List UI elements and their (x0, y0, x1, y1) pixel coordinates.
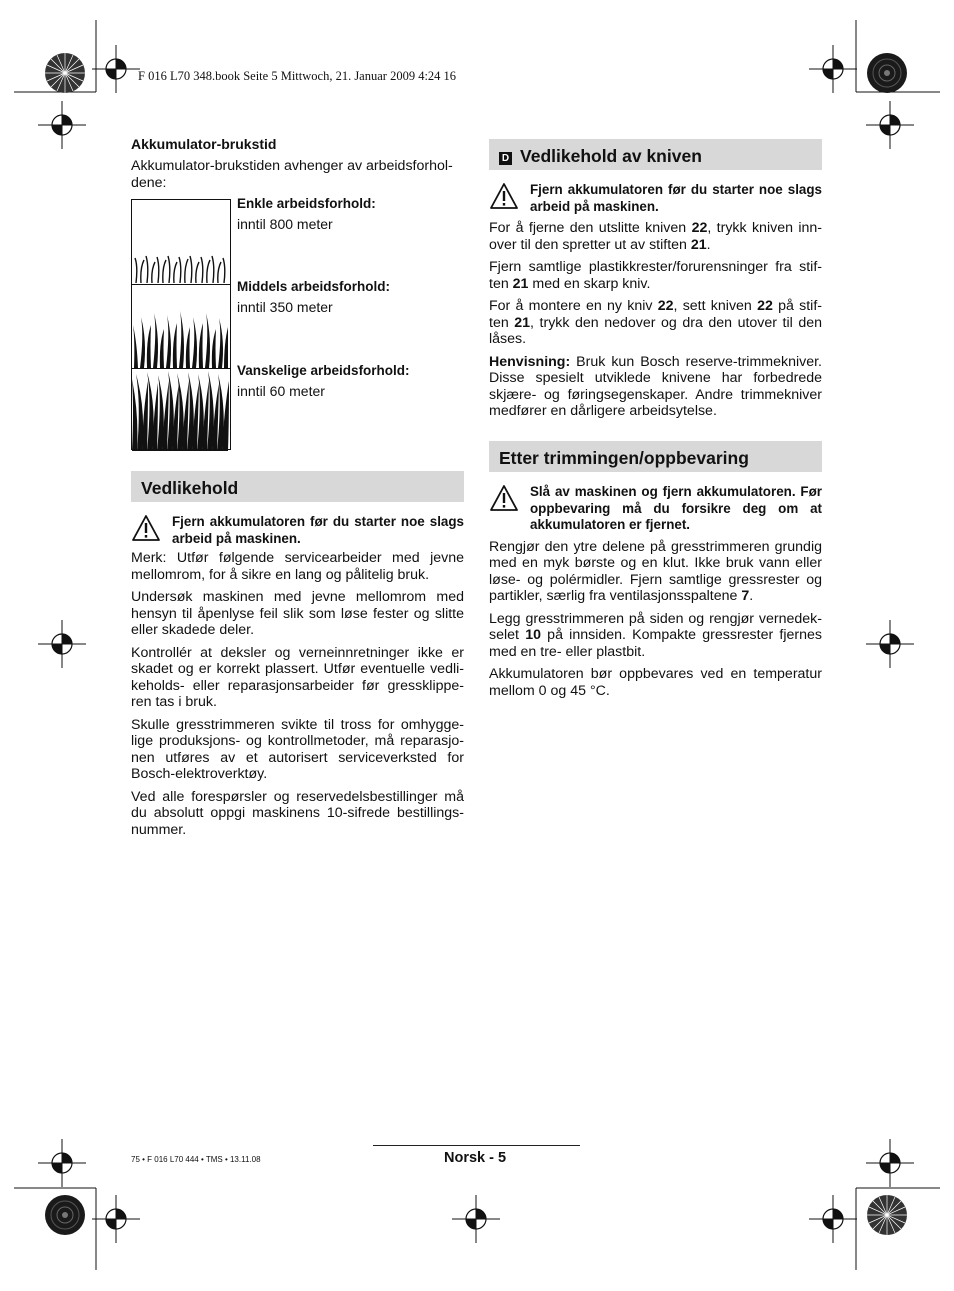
knife-heading (489, 139, 822, 170)
grass-medium-image (132, 284, 230, 369)
paragraph: Skulle gresstrimmeren svikte til tross for omhygge-lige produksjons- og kontrollmetoder, må reparasjo-nen utføres av et autorisert serviceverksted for Bosch-elektroverktøy. (131, 716, 464, 782)
warning-text: Slå av maskinen og fjern akkumulatoren. Før oppbevaring må du forsikre deg om at akkumulatoren er fjernet. (530, 484, 822, 532)
maintenance-heading-text: Vedlikehold (141, 478, 239, 498)
knife-body (489, 182, 822, 420)
storage-heading (489, 441, 822, 472)
paragraph: Undersøk maskinen med jevne mellomrom med hensyn til åpenlyse feil slik som løse fester og slitte eller skadede deler. (131, 589, 464, 638)
warning-triangle-icon (131, 514, 161, 542)
condition-value: inntil 60 meter (237, 383, 325, 399)
warning-triangle-icon (489, 182, 519, 210)
paragraph: For å montere en ny kniv 22, sett kniven 22 på stif-ten 21, trykk den nedover og dra den utover til den låses. (489, 298, 822, 347)
paragraph: Akkumulatoren bør oppbevares ved en temperatur mellom 0 og 45 °C. (489, 666, 822, 699)
footer-code: 75 • F 016 L70 444 • TMS • 13.11.08 (131, 1155, 261, 1164)
paragraph: Ved alle forespørsler og reservedelsbestillinger må du absolutt oppgi maskinens 10-sifrede bestillings-nummer. (131, 788, 464, 838)
grass-illustration (131, 199, 231, 450)
condition-easy (237, 196, 376, 232)
warning-text: Fjern akkumulatoren før du starter noe slags arbeid på maskinen. (172, 514, 464, 546)
knife-heading-text: Vedlikehold av kniven (520, 146, 702, 166)
maintenance-warning (131, 514, 464, 547)
condition-value: inntil 350 meter (237, 299, 333, 315)
grass-light-image (132, 200, 230, 284)
book-line: F 016 L70 348.book Seite 5 Mittwoch, 21. Januar 2009 4:24 16 (138, 69, 457, 83)
storage-warning (489, 484, 822, 534)
storage-heading-text: Etter trimmingen/oppbevaring (499, 448, 749, 468)
paragraph: Legg gresstrimmeren på siden og rengjør vernedek-selet 10 på innsiden. Kompakte gressrester fjernes med en tre- eller plastbit. (489, 610, 822, 660)
storage-body (489, 484, 822, 699)
section-badge: D (499, 152, 512, 165)
maintenance-body (131, 514, 464, 838)
battery-section (131, 136, 464, 191)
battery-title: Akkumulator-brukstid (131, 136, 277, 152)
paragraph: Fjern samtlige plastikkrester/forurensninger fra stif-ten 21 med en skarp kniv. (489, 259, 822, 292)
condition-medium (237, 279, 390, 315)
condition-value: inntil 800 meter (237, 216, 333, 232)
paragraph: Henvisning: Bruk kun Bosch reserve-trimmekniver. Disse spesielt utviklede knivene har forbedrede skjære- og føringsegenskaper. Andre trimmekniver medfører en dårligere arbeidsytelse. (489, 353, 822, 419)
condition-title: Vanskelige arbeidsforhold: (237, 363, 410, 378)
paragraph: For å fjerne den utslitte kniven 22, trykk kniven inn-over til den spretter ut av stiften 21. (489, 220, 823, 253)
condition-title: Middels arbeidsforhold: (237, 279, 391, 294)
paragraph: Merk: Utfør følgende servicearbeider med jevne mellomrom, for å sikre en lang og pålitelig bruk. (131, 550, 464, 583)
page-number: Norsk - 5 (444, 1150, 507, 1166)
condition-hard (237, 363, 410, 399)
grass-heavy-image (132, 368, 230, 451)
knife-warning (489, 182, 822, 215)
maintenance-heading (131, 471, 464, 502)
paragraph: Rengjør den ytre delene på gresstrimmeren grundig med en myk børste og en klut. Ikke bruk vann eller løse- og polérmidler. Fjern samtlige gressrester og partikler, særlig fra ventilasjonsspaltene 7. (489, 538, 822, 604)
battery-intro: Akkumulator-brukstiden avhenger av arbeidsforhol-dene: (131, 158, 453, 191)
condition-title: Enkle arbeidsforhold: (237, 196, 376, 211)
footer-rule (373, 1145, 580, 1146)
warning-triangle-icon (489, 484, 519, 512)
warning-text: Fjern akkumulatoren før du starter noe slags arbeid på maskinen. (530, 182, 822, 214)
paragraph: Kontrollér at deksler og verneinnretninger ikke er skadet og er korrekt plassert. Utfør eventuelle vedli-keholds- eller reparasjonsarbeider før gressklippe-ren tas i bruk. (131, 644, 464, 710)
